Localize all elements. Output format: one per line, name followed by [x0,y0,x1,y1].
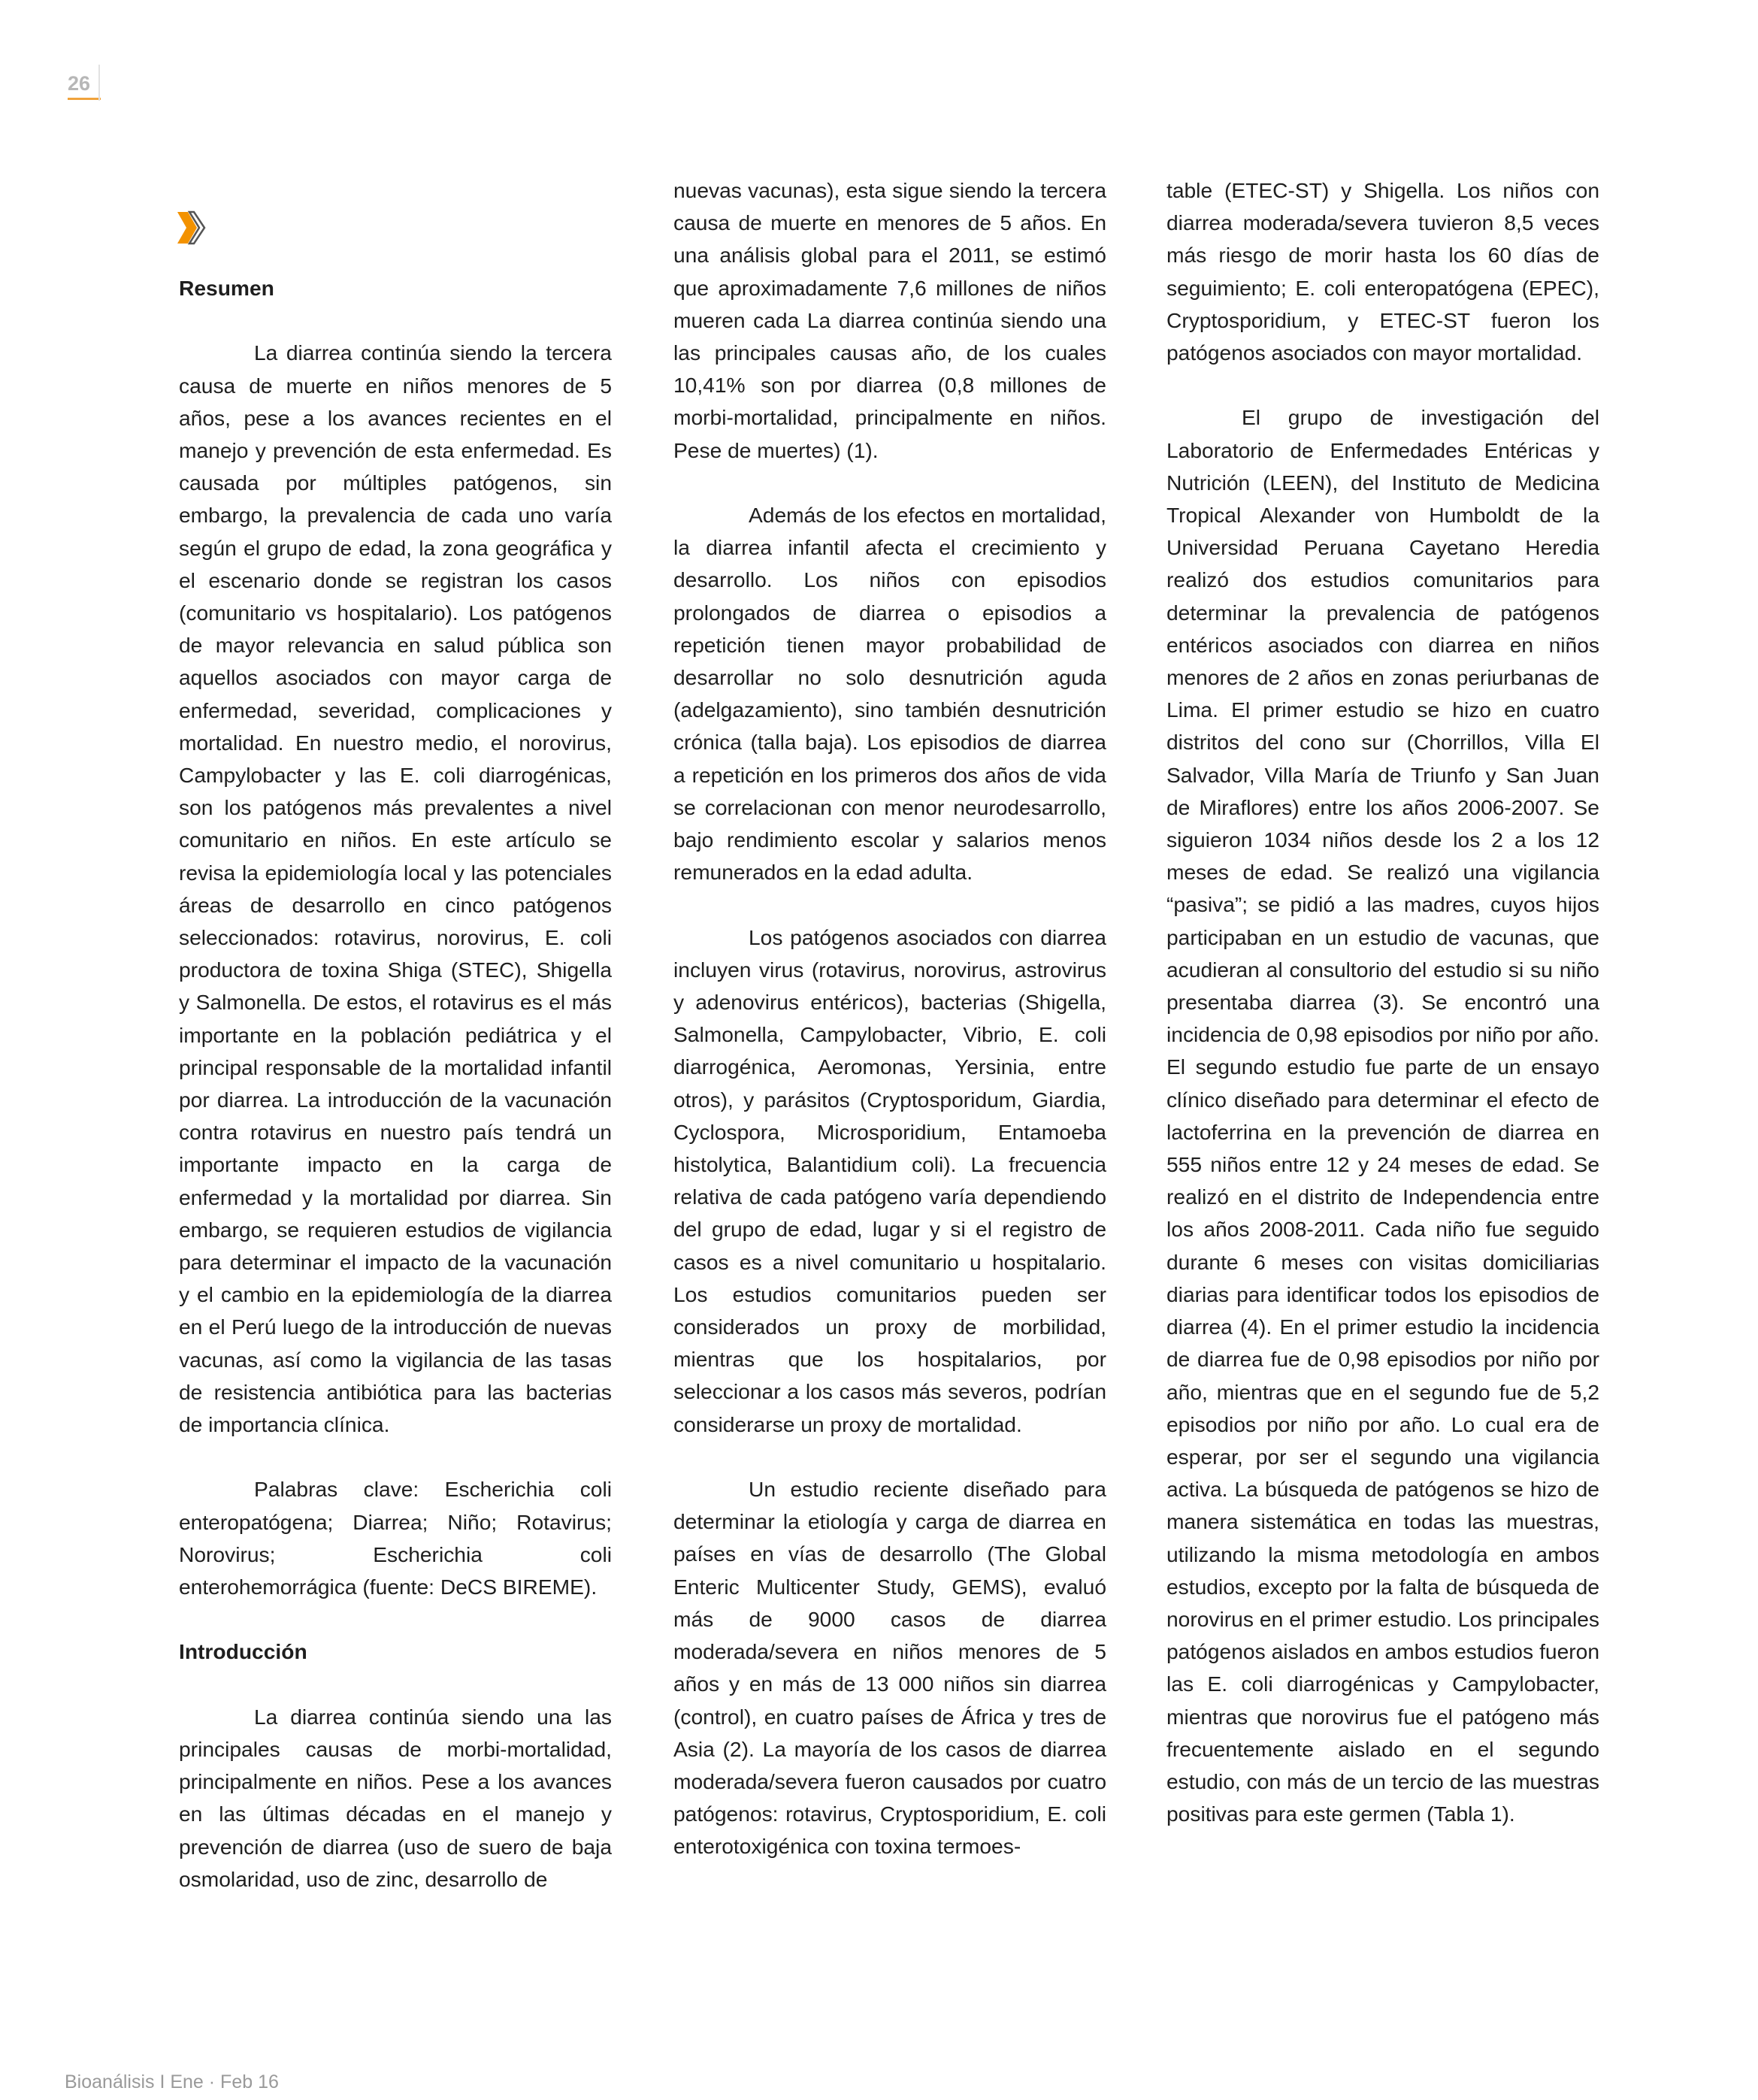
column-left [179,272,612,1928]
introduccion-heading: Introducción [179,1639,307,1664]
middle-paragraph-1: nuevas vacunas), esta sigue siendo la tercera causa de muerte en menores de 5 años. En una análisis global para el 2011, se estimó que aproximadamente 7,6 millones de niños mueren cada La diarrea continúa siendo una las principales causas año, de los cuales 10,41% son por diarrea (0,8 millones de morbi-mortalidad, principalmente en niños. Pese de muertes) (1). [673,178,1106,462]
resumen-heading: Resumen [179,276,274,300]
middle-paragraph-2: Además de los efectos en mortalidad, la diarrea infantil afecta el crecimiento y desarrollo. Los niños con episodios prolongados de diarrea o episodios a repetición tienen mayor probabilidad de desarrollar no solo desnutrición aguda (adelgazamiento), sino también desnutrición crónica (talla baja). Los episodios de diarrea a repetición en los primeros dos años de vida se correlacionan con menor neurodesarrollo, bajo rendimiento escolar y salarios menos remunerados en la edad adulta. [673,503,1106,885]
intro-paragraph: La diarrea continúa siendo una las principales causas de morbi-mortalidad, principalmente en niños. Pese a los avances en las últimas décadas en el manejo y prevención de diarrea (uso de suero de baja osmolaridad, uso de zinc, desarrollo de [179,1704,612,1891]
middle-paragraph-4: Un estudio reciente diseñado para determinar la etiología y carga de diarrea en países en vías de desarrollo (The Global Enteric Multicenter Study, GEMS), evaluó más de 9000 casos de diarrea moderada/severa en niños menores de 5 años y en más de 13 000 niños sin diarrea (control), en cuatro países de África y tres de Asia (2). La mayoría de los casos de diarrea moderada/severa fueron causados por cuatro patógenos: rotavirus, Cryptosporidium, E. coli enterotoxigénica con toxina termoes- [673,1477,1106,1859]
column-right [1166,174,1599,1863]
page-number-divider [98,65,100,101]
footer-journal-issue: Bioanálisis I Ene · Feb 16 [65,2071,279,2092]
keywords-paragraph: Palabras clave: Escherichia coli enteropatógena; Diarrea; Niño; Rotavirus; Norovirus; Escherichia coli enterohemorrágica (fuente: DeCS BIREME). [179,1477,612,1599]
middle-paragraph-3: Los patógenos asociados con diarrea incluyen virus (rotavirus, norovirus, astrovirus y adenovirus entéricos), bacterias (Shigella, Salmonella, Campylobacter, Vibrio, E. coli diarrogénica, Aeromonas, Yersinia, entre otros), y parásitos (Cryptosporidum, Giardia, Cyclospora, Microsporidium, Entamoeba histolytica, Balantidium coli). La frecuencia relativa de cada patógeno varía dependiendo del grupo de edad, lugar y si el registro de casos es a nivel comunitario u hospitalario. Los estudios comunitarios pueden ser considerados un proxy de morbilidad, mientras que los hospitalarios, por seleccionar a los casos más severos, podrían considerarse un proxy de mortalidad. [673,924,1106,1436]
right-paragraph-2: El grupo de investigación del Laboratorio de Enfermedades Entéricas y Nutrición (LEEN), del Instituto de Medicina Tropical Alexander von Humboldt de la Universidad Peruana Cayetano Heredia realizó dos estudios comunitarios para determinar la prevalencia de patógenos entéricos asociados con diarrea en niños menores de 2 años en zonas periurbanas de Lima. El primer estudio se hizo en cuatro distritos del cono sur (Chorrillos, Villa El Salvador, Villa María de Triunfo y San Juan de Miraflores) entre los años 2006-2007. Se siguieron 1034 niños desde los 2 a los 12 meses de edad. Se realizó una vigilancia “pasiva”; se pidió a las madres, cuyos hijos participaban en un estudio de vacunas, que acudieran al consultorio del estudio si su niño presentaba diarrea (3). Se encontró una incidencia de 0,98 episodios por niño por año. El segundo estudio fue parte de un ensayo clínico diseñado para determinar el efecto de lactoferrina en la prevención de diarrea en 555 niños entre 12 y 24 meses de edad. Se realizó en el distrito de Independencia entre los años 2008-2011. Cada niño fue seguido durante 6 meses con visitas domiciliarias diarias para identificar todos los episodios de diarrea (4). En el primer estudio la incidencia de diarrea fue de 0,98 episodios por niño por año, mientras que en el segundo fue de 5,2 episodios por niño por año. Lo cual era de esperar, por ser el segundo una vigilancia activa. La búsqueda de patógenos se hizo de manera sistemática en todas las muestras, utilizando la misma metodología en ambos estudios, excepto por la falta de búsqueda de norovirus en el primer estudio. Los principales patógenos aislados en ambos estudios fueron las E. coli diarrogénicas y Campylobacter, mientras que norovirus fue el patógeno más frecuentemente aislado en el segundo estudio, con más de un tercio de las muestras positivas para este germen (Tabla 1). [1166,405,1599,1826]
right-paragraph-1: table (ETEC-ST) y Shigella. Los niños con diarrea moderada/severa tuvieron 8,5 veces más riesgo de morir hasta los 60 días de seguimiento; E. coli enteropatógena (EPEC), Cryptosporidium, y ETEC-ST fueron los patógenos asociados con mayor mortalidad. [1166,178,1599,365]
resumen-paragraph: La diarrea continúa siendo la tercera causa de muerte en niños menores de 5 años, pese a los avances recientes en el manejo y prevención de esta enfermedad. Es causada por múltiples patógenos, sin embargo, la prevalencia de cada uno varía según el grupo de edad, la zona geográfica y el escenario donde se registran los casos (comunitario vs hospitalario). Los patógenos de mayor relevancia en salud pública son aquellos asociados con mayor carga de enfermedad, severidad, complicaciones y mortalidad. En nuestro medio, el norovirus, Campylobacter y las E. coli diarrogénicas, son los patógenos más prevalentes a nivel comunitario en niños. En este artículo se revisa la epidemiología local y las potenciales áreas de desarrollo en cinco patógenos seleccionados: rotavirus, norovirus, E. coli productora de toxina Shiga (STEC), Shigella y Salmonella. De estos, el rotavirus es el más importante en la población pediátrica y el principal responsable de la mortalidad infantil por diarrea. La introducción de la vacunación contra rotavirus en nuestro país tendrá un importante impacto en la carga de enfermedad y la mortalidad por diarrea. Sin embargo, se requieren estudios de vigilancia para determinar el impacto de la vacunación y el cambio en la epidemiología de la diarrea en el Perú luego de la introducción de nuevas vacunas, así como la vigilancia de las tasas de resistencia antibiótica para las bacterias de importancia clínica. [179,340,612,1437]
double-chevron-right-icon [176,209,210,247]
page-number: 26 [68,72,101,100]
column-middle [673,174,1106,1896]
